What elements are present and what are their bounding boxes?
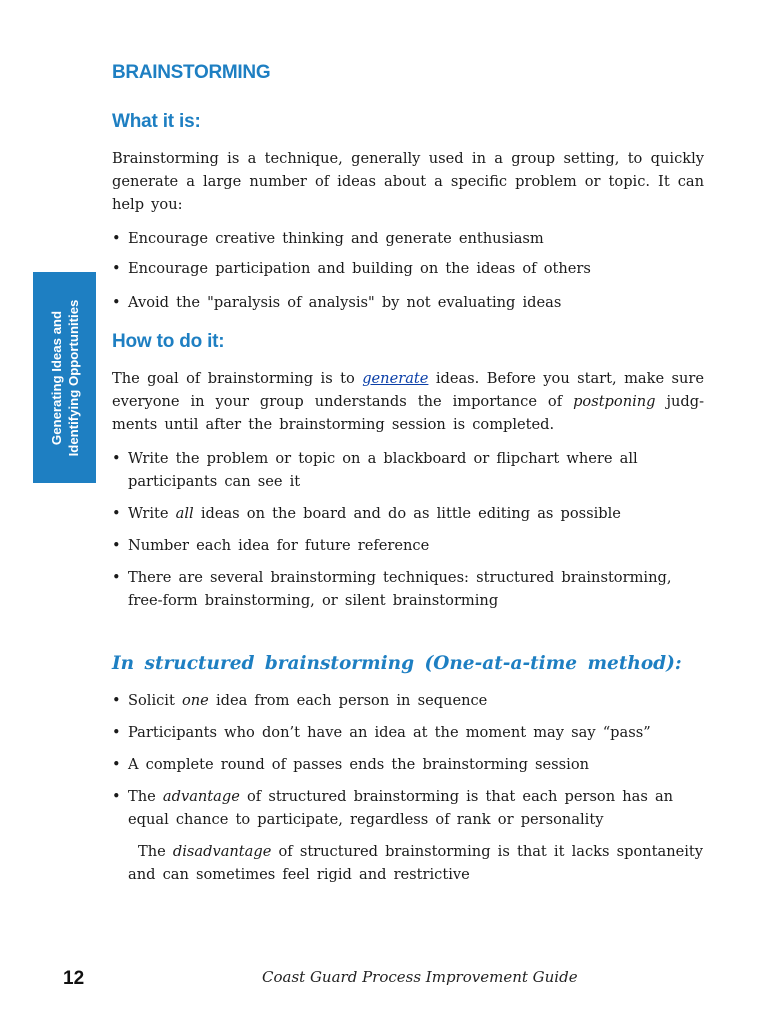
list-item xyxy=(112,721,704,744)
list-item-text: Encourage creative thinking and generate enthusiasm xyxy=(128,230,544,247)
side-section-tab xyxy=(33,272,96,483)
text-run: The xyxy=(138,843,166,860)
list-item-text xyxy=(112,689,704,712)
list-item xyxy=(112,257,704,280)
bullet-icon: • xyxy=(112,756,121,773)
bullet-icon: • xyxy=(112,724,121,741)
bullet-icon: • xyxy=(112,692,121,709)
list-item-text: Avoid the "paralysis of analysis" by not evaluating ideas xyxy=(128,294,562,311)
list-item xyxy=(112,689,704,712)
side-tab-line-1: Generating Ideas and xyxy=(48,310,64,445)
list-item xyxy=(112,291,704,314)
keyword-one: one xyxy=(181,692,209,709)
list-item-text: Participants who don’t have an idea at the moment may say “pass” xyxy=(128,724,651,741)
text-run: ideas on the board and do as little editing as possible xyxy=(200,505,621,522)
list-item-text: Number each idea for future reference xyxy=(128,537,430,554)
list-item-text: There are several brainstorming techniques: structured brainstorming, free-form brainstorming, or silent brainstorming xyxy=(128,569,672,609)
text-run: Solicit xyxy=(128,692,175,709)
bullet-icon: • xyxy=(112,260,121,277)
list-item xyxy=(112,785,704,831)
list-item xyxy=(112,534,704,557)
bullet-icon: • xyxy=(112,230,121,247)
keyword-advantage: advantage xyxy=(162,788,240,805)
side-tab-line-2: Identifying Opportunities xyxy=(65,299,81,456)
bullet-icon: • xyxy=(112,788,121,805)
bullet-icon: • xyxy=(112,569,121,586)
how-to-paragraph xyxy=(112,367,704,436)
list-item xyxy=(112,753,704,776)
structured-heading: In structured brainstorming (One-at-a-time method): xyxy=(112,653,682,674)
text-run: The goal of brainstorming is to xyxy=(112,370,355,387)
bullet-icon: • xyxy=(112,450,121,467)
list-item-text: Write the problem or topic on a blackboard or flipchart where all participants can see it xyxy=(128,450,638,490)
bullet-icon: • xyxy=(112,505,121,522)
keyword-postponing: postponing xyxy=(573,393,656,410)
keyword-all: all xyxy=(175,505,194,522)
bullet-icon: • xyxy=(112,537,121,554)
text-run: idea from each person in sequence xyxy=(215,692,488,709)
text-run: of structured brainstorming is that each person has an equal chance to participate, regardless of rank or personality xyxy=(128,788,674,828)
keyword-generate: generate xyxy=(362,370,429,387)
list-item xyxy=(112,566,704,612)
how-to-heading: How to do it: xyxy=(112,331,225,352)
text-run: judg-ments until after the brainstorming session is completed. xyxy=(112,393,705,433)
text-run: Write xyxy=(128,505,169,522)
what-it-is-heading: What it is: xyxy=(112,111,201,132)
list-item-text xyxy=(112,502,704,525)
text-run: The xyxy=(128,788,156,805)
list-item xyxy=(112,447,704,493)
side-tab-label xyxy=(48,278,82,478)
keyword-disadvantage: disadvantage xyxy=(172,843,272,860)
what-it-is-paragraph: Brainstorming is a technique, generally used in a group setting, to quickly generate a large number of ideas about a specific problem or topic. It can help you: xyxy=(112,150,704,213)
list-item xyxy=(112,502,704,525)
page-number: 12 xyxy=(63,968,85,989)
page-title: BRAINSTORMING xyxy=(112,62,271,83)
text-run: ideas. Before you start, make sure everyone in your group understands the importance of xyxy=(112,370,705,410)
list-item xyxy=(112,227,704,250)
list-item-text: Encourage participation and building on the ideas of others xyxy=(128,260,591,277)
text-run: of structured brainstorming is that it lacks spontaneity and can sometimes feel rigid and restrictive xyxy=(128,843,704,883)
footer-title: Coast Guard Process Improvement Guide xyxy=(262,968,578,986)
list-item-text xyxy=(112,785,704,831)
bullet-icon: • xyxy=(112,294,121,311)
disadvantage-note xyxy=(128,840,704,886)
list-item-text: A complete round of passes ends the brainstorming session xyxy=(128,756,590,773)
